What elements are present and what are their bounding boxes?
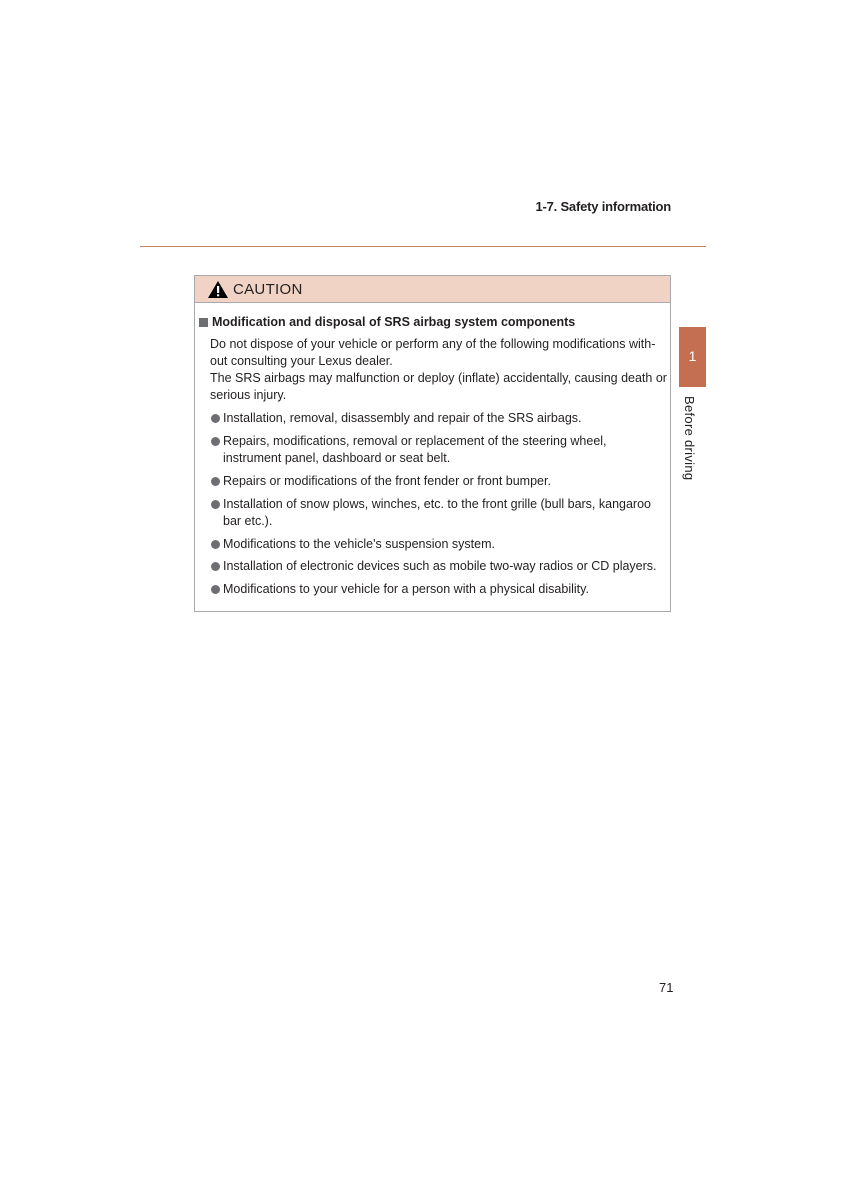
list-item [210, 536, 668, 553]
list-item [210, 410, 668, 427]
paragraph-consult-dealer: Do not dispose of your vehicle or perform any of the following modifications with-out consulting your Lexus dealer. [210, 337, 656, 368]
section-heading-text: Modification and disposal of SRS airbag system components [212, 315, 576, 329]
list-item-text: Repairs, modifications, removal or replacement of the steering wheel, instrument panel, dashboard or seat belt. [223, 434, 607, 465]
bullet-icon [211, 585, 220, 594]
list-item-text: Installation of electronic devices such as mobile two-way radios or CD players. [223, 559, 657, 573]
chapter-number: 1 [688, 348, 697, 364]
chapter-label: Before driving [682, 396, 697, 481]
bullet-icon [211, 477, 220, 486]
list-item-text: Modifications to the vehicle's suspension system. [223, 537, 495, 551]
list-item-text: Installation of snow plows, winches, etc. to the front grille (bull bars, kangaroo bar etc.). [223, 497, 651, 528]
caution-header [195, 276, 670, 303]
list-item [210, 496, 668, 530]
warning-triangle-icon [207, 280, 229, 299]
list-item [210, 558, 668, 575]
list-item [210, 473, 668, 490]
page-number: 71 [659, 980, 674, 995]
bullet-icon [211, 540, 220, 549]
list-item [210, 581, 668, 598]
bullet-icon [211, 562, 220, 571]
list-item-text: Repairs or modifications of the front fender or front bumper. [223, 474, 551, 488]
paragraph-airbag-risk: The SRS airbags may malfunction or deploy (inflate) accidentally, causing death or serious injury. [210, 371, 667, 402]
section-title: 1-7. Safety information [535, 199, 671, 214]
caution-label: CAUTION [233, 280, 303, 298]
section-heading [199, 315, 575, 329]
bullet-icon [211, 414, 220, 423]
list-item-text: Modifications to your vehicle for a person with a physical disability. [223, 582, 589, 596]
caution-box [194, 275, 671, 612]
list-item [210, 433, 668, 467]
heading-square-icon [199, 318, 208, 327]
bullet-icon [211, 500, 220, 509]
header-divider [140, 246, 706, 247]
list-item-text: Installation, removal, disassembly and repair of the SRS airbags. [223, 411, 582, 425]
bullet-icon [211, 437, 220, 446]
chapter-tab[interactable] [679, 327, 706, 387]
